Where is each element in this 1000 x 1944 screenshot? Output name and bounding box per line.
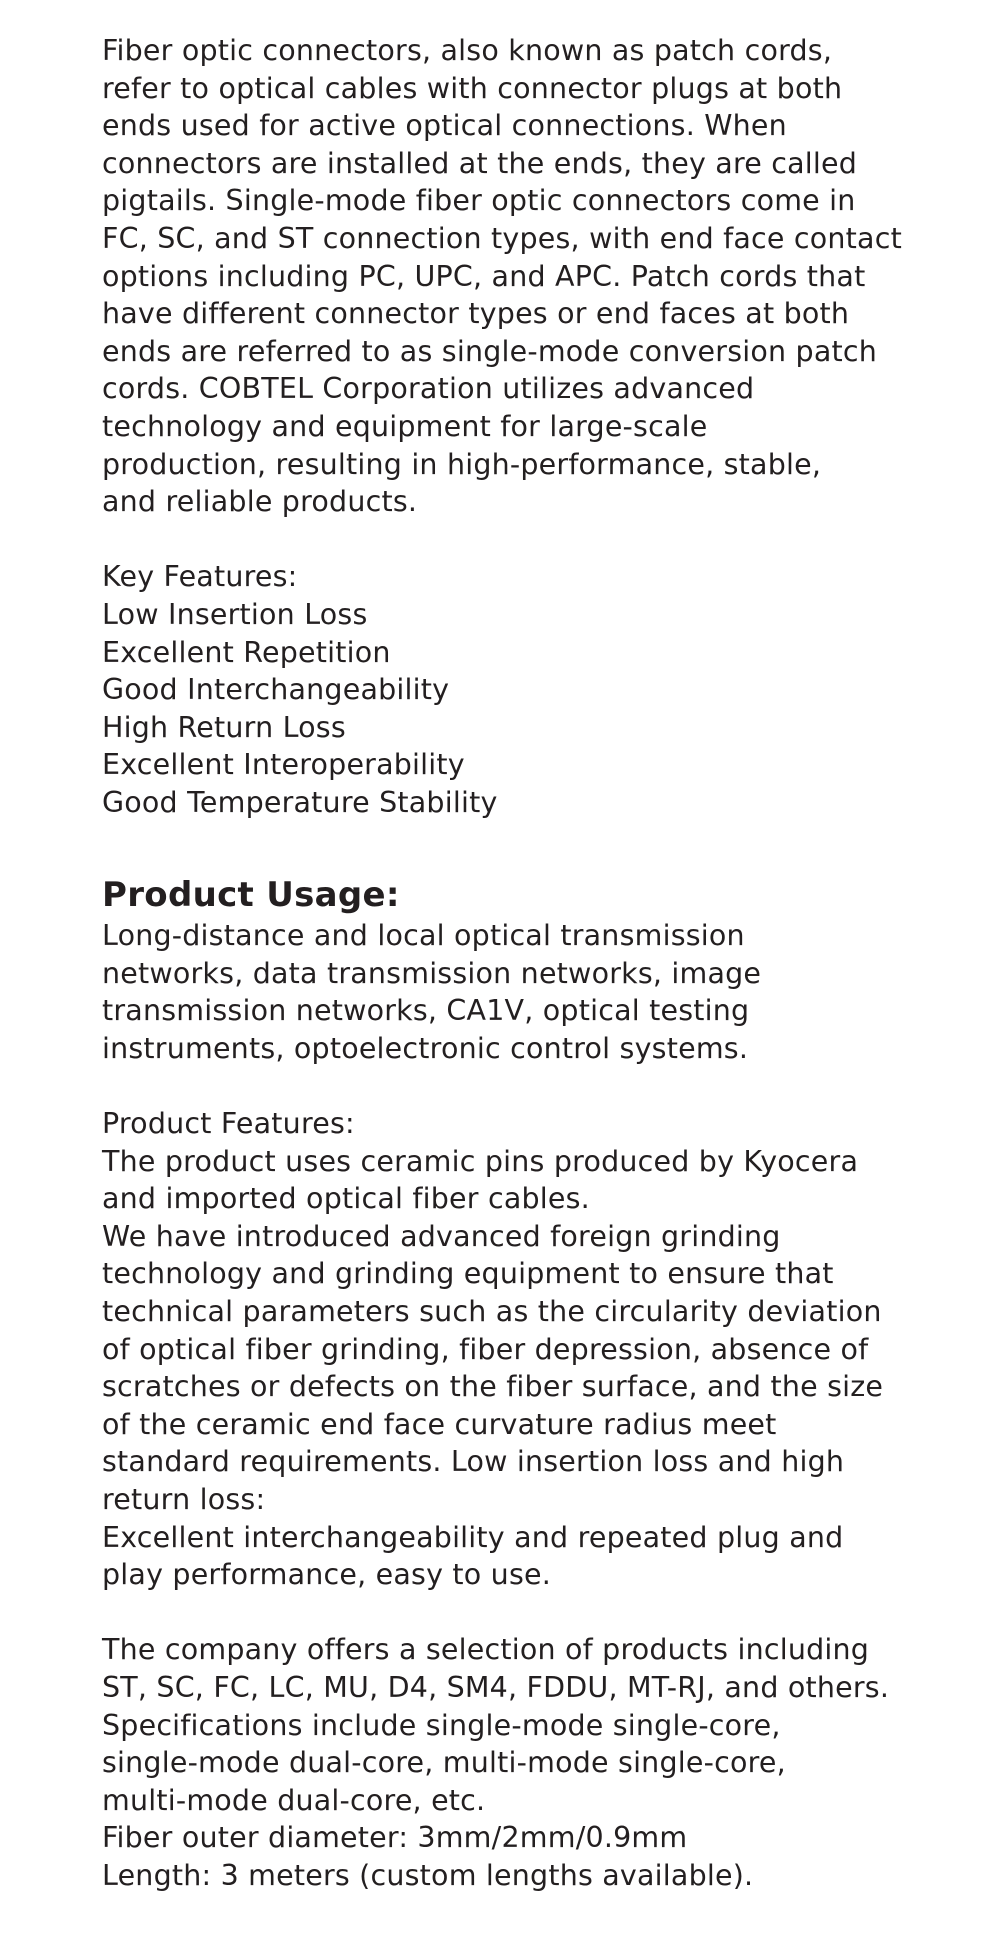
product-features-title: Product Features: bbox=[102, 1107, 355, 1141]
key-feature-item: Good Temperature Stability bbox=[102, 785, 498, 819]
offerings-paragraph: The company offers a selection of products including ST, SC, FC, LC, MU, D4, SM4, FDDU, MT-RJ, and others. Specifications include single-mode single-core, single-mode dual-core, multi-mode single-core, multi-mode dual-core, etc. Fiber outer diameter: 3mm/2mm/0.9mm Length: 3 meters (custom lengths available). bbox=[102, 1633, 890, 1892]
spacer bbox=[102, 1067, 982, 1105]
intro-paragraph: Fiber optic connectors, also known as patch cords, refer to optical cables with connector plugs at both ends used for active optical connections. When connectors are installed at the ends, they are called pigtails. Single-mode fiber optic connectors come in FC, SC, and ST connection types, with end face contact options including PC, UPC, and APC. Patch cords that have different connector types or end faces at both ends are referred to as single-mode conversion patch cords. COBTEL Corporation utilizes advanced technology and equipment for large-scale production, resulting in high-performance, stable, and reliable products. bbox=[102, 34, 902, 519]
document-body bbox=[102, 32, 982, 1895]
key-feature-item: Excellent Interoperability bbox=[102, 748, 465, 782]
product-features-paragraph: The product uses ceramic pins produced by Kyocera and imported optical fiber cables. We have introduced advanced foreign grinding technology and grinding equipment to ensure that technical parameters such as the circularity deviation of optical fiber grinding, fiber depression, absence of scratches or defects on the fiber surface, and the size of the ceramic end face curvature radius meet standard requirements. Low insertion loss and high return loss: Excellent interchangeability and repeated plug and play performance, easy to use. bbox=[102, 1144, 884, 1592]
spacer bbox=[102, 1594, 982, 1632]
key-feature-item: High Return Loss bbox=[102, 710, 346, 744]
spacer bbox=[102, 821, 982, 859]
key-feature-item: Good Interchangeability bbox=[102, 673, 450, 707]
spacer bbox=[102, 521, 982, 559]
key-feature-item: Excellent Repetition bbox=[102, 635, 391, 669]
key-features-list bbox=[102, 596, 982, 822]
product-usage-paragraph: Long-distance and local optical transmission networks, data transmission networks, image transmission networks, CA1V, optical testing instruments, optoelectronic control systems. bbox=[102, 919, 762, 1065]
product-usage-heading: Product Usage: bbox=[102, 875, 400, 916]
key-features-title: Key Features: bbox=[102, 560, 298, 594]
key-feature-item: Low Insertion Loss bbox=[102, 597, 368, 631]
